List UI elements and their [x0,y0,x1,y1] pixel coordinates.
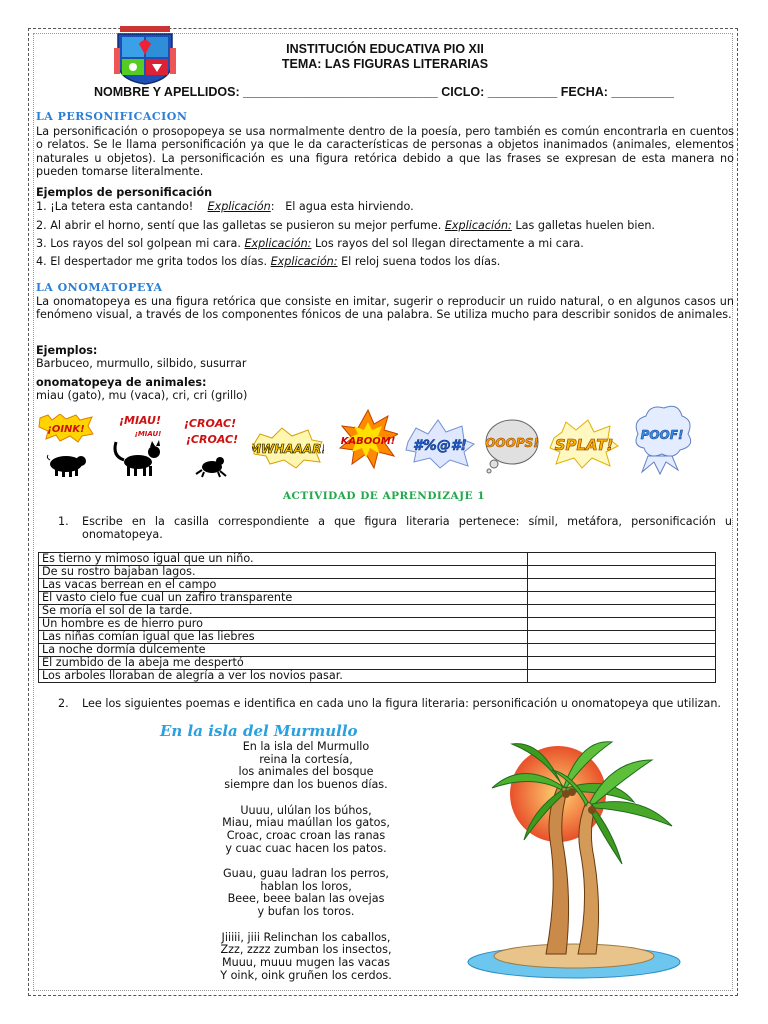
poem-title: En la isla del Murmullo [160,722,358,740]
splat-burst-illustration [548,418,620,478]
sentence-cell: Las niñas comían igual que las liebres [39,631,528,644]
table-row [39,618,716,631]
croac-frog-illustration [180,414,242,474]
ooops-text: OOOPS! [485,436,539,450]
example-4: 4. El despertador me grita todos los días. Explicación: El reloj suena todos los días. [36,255,501,268]
oink-pig-illustration [38,414,94,474]
explanation-label: Explicación: [270,255,338,268]
oink-text: ¡OINK! [47,424,85,435]
table-row [39,657,716,670]
answer-cell[interactable] [528,631,716,644]
table-row [39,631,716,644]
question-2-number: 2. [58,697,69,710]
classification-table [38,552,716,683]
example-2: 2. Al abrir el horno, sentí que las galletas se pusieron su mejor perfume. Explicación: Las galletas huelen bien. [36,219,655,232]
kaboom-burst-illustration [338,408,398,468]
poem-body [196,741,416,995]
examples-title: Ejemplos de personificación [36,186,213,199]
sentence-cell: De su rostro bajaban lagos. [39,566,528,579]
ooops-bubble-illustration [484,414,540,474]
mwahaha-text: MWHAAAR! [252,442,324,456]
symbols-burst-illustration [404,418,476,478]
example-3: 3. Los rayos del sol golpean mi cara. Explicación: Los rayos del sol llegan directamente a mi cara. [36,237,584,250]
sentence-cell: Los arboles lloraban de alegría a ver los novios pasar. [39,670,528,683]
miau-text: ¡MIAU! [118,414,162,427]
table-row [39,670,716,683]
animal-onomatopeya-list: miau (gato), mu (vaca), cri, cri (grillo) [36,389,248,402]
student-fields: NOMBRE Y APELLIDOS: ____________________________ CICLO: __________ FECHA: _________ [94,85,674,99]
poof-text: POOF! [640,428,684,442]
mwahaha-burst-illustration [252,424,324,484]
kaboom-text: KABOOM! [340,436,396,447]
answer-cell[interactable] [528,618,716,631]
school-name: INSTITUCIÓN EDUCATIVA PIO XII [286,42,484,56]
school-crest-logo [112,24,178,86]
poem-stanza-2: Uuuu, ulúlan los búhos, Miau, miau maúllan los gatos, Croac, croac croan las ranas y cuac cuac hacen los patos. [222,803,390,855]
miau-cat-illustration [108,412,168,472]
explanation-label: Explicación: [444,219,512,232]
table-row [39,579,716,592]
table-row [39,553,716,566]
sentence-cell: Se moría el sol de la tarde. [39,605,528,618]
sentence-cell: La noche dormía dulcemente [39,644,528,657]
onomatopeya-examples-title: Ejemplos: [36,344,98,357]
answer-cell[interactable] [528,566,716,579]
personificacion-title: LA PERSONIFICACION [36,110,188,123]
poof-cloud-illustration [630,404,694,464]
topic-title: TEMA: LAS FIGURAS LITERARIAS [281,57,489,71]
personificacion-text: La personificación o prosopopeya se usa normalmente dentro de la poesía, pero también es común encontrarla en cuentos o relatos. Se le llama personificación ya que le da características de personas a objetos inanimados (animales, elementos naturales u objetos). La personificación es una figura retórica debido a que las frases se expresan de esta manera no pueden tomarse literalmente. [36,125,734,179]
question-2-text: Lee los siguientes poemas e identifica en cada uno la figura literaria: personificación u onomatopeya que utilizan. [82,697,721,710]
symbols-text: #%@#! [413,438,467,454]
answer-cell[interactable] [528,657,716,670]
sentence-cell: Es tierno y mimoso igual que un niño. [39,553,528,566]
answer-cell[interactable] [528,605,716,618]
question-1-number: 1. [58,515,69,528]
table-row [39,566,716,579]
explanation-label: Explicación [207,200,271,213]
explanation-label: Explicación: [244,237,312,250]
croac-text-1: ¡CROAC! [183,417,237,430]
sentence-cell: Las vacas berrean en el campo [39,579,528,592]
onomatopeya-text: La onomatopeya es una figura retórica que consiste en imitar, sugerir o reproducir un ruido natural, o en algunos casos un fenómeno visual, a través de los componentes fónicos de una palabra. Se utiliza mucho para describir sonidos de animales. [36,295,734,322]
table-row [39,592,716,605]
example-1: 1. ¡La tetera esta cantando! Explicación: El agua esta hirviendo. [36,200,414,213]
animal-onomatopeya-title: onomatopeya de animales: [36,376,207,389]
miau-small-text: ¡MIAU! [134,430,162,438]
poem-stanza-3: Guau, guau ladran los perros, hablan los loros, Beee, beee balan las ovejas y bufan los toros. [223,867,389,919]
answer-cell[interactable] [528,592,716,605]
sentence-cell: El vasto cielo fue cual un zafiro transparente [39,592,528,605]
splat-text: SPLAT! [554,436,614,454]
table-row [39,605,716,618]
answer-cell[interactable] [528,670,716,683]
answer-cell[interactable] [528,579,716,592]
poem-stanza-1: En la isla del Murmullo reina la cortesía, los animales del bosque siempre dan los buenos días. [224,740,388,792]
onomatopeya-examples: Barbuceo, murmullo, silbido, susurrar [36,357,247,370]
sentence-cell: El zumbido de la abeja me despertó [39,657,528,670]
answer-cell[interactable] [528,644,716,657]
palm-island-illustration [462,730,698,980]
activity-title: ACTIVIDAD DE APRENDIZAJE 1 [282,490,486,502]
table-row [39,644,716,657]
sentence-cell: Un hombre es de hierro puro [39,618,528,631]
answer-cell[interactable] [528,553,716,566]
croac-text-2: ¡CROAC! [185,433,239,446]
question-1-text: Escribe en la casilla correspondiente a que figura literaria pertenece: símil, metáfora, personificación u onomatopeya. [82,515,732,542]
onomatopeya-title: LA ONOMATOPEYA [36,281,163,294]
poem-stanza-4: Jiiiii, jiii Relinchan los caballos, Zzz, zzzz zumban los insectos, Muuu, muuu mugen las vacas Y oink, oink gruñen los cerdos. [220,930,392,982]
